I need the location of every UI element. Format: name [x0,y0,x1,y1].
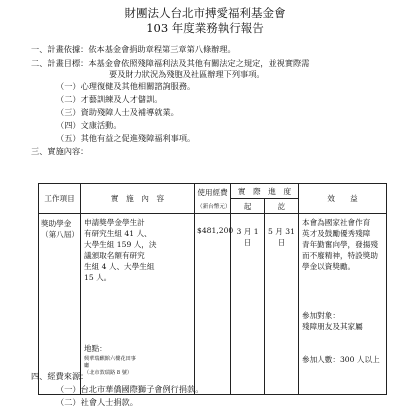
row-start: 3 月 1 日 [231,214,265,395]
header-progress: 實 際 進 度 [231,184,299,199]
section-implementation: 三、實施內容： [31,146,89,156]
header-benefit: 效 益 [299,184,387,214]
goal-item: （一）心理復健及其他相關諮詢服務。 [56,81,196,91]
row-end: 5 月 31 日 [265,214,299,395]
participant-count: 參加人數：300 人以上 [302,355,380,364]
participants-label: 參加對象： [302,311,340,320]
report-subtitle: 103 年度業務執行報告 [146,21,264,35]
header-budget: 使用經費 （新台幣元） [195,184,231,214]
goal-item: （四）文康活動。 [56,120,122,130]
implementation-table [38,183,387,395]
section-goal-cont: 要及財力狀況為殘胞及社區辦理下列事項。 [109,69,265,79]
section-funding: 四、經費來源： [31,371,89,381]
table-row [39,214,387,395]
goal-item: （三）資助殘障人士及補導就業。 [56,107,179,117]
goal-item: （五）其他有益之促進殘障福利事項。 [56,133,196,143]
header-content: 實 施 內 容 [81,184,195,214]
row-benefit: 本會為國家社會作育 英才及鼓勵優秀殘障 青年勤奮向學，發揚殘 而不廢精神，特設獎助 學金以資獎勵。 參加對象： 殘障朋友及其家屬 參加人數：300 人以上 [299,214,387,395]
row-content: 申請獎學金學生計 有研究生組 41 人、 大學生組 159 人，決 議頒取名額有研究 生組 4 人、大學生組 15 人。 地點： 興華瑞麒館六樓花田事 廳 （北市敦瑞路 8 號） [81,214,195,395]
goal-item: （二）才藝訓練及人才儲訓。 [56,94,163,104]
participants: 殘障朋友及其家屬 [302,322,363,331]
header-start: 起 [231,199,265,214]
location-block: 地點： 興華瑞麒館六樓花田事 廳 （北市敦瑞路 8 號） [84,344,136,376]
header-item: 工作項目 [39,184,81,214]
header-end: 訖 [265,199,299,214]
funding-item: （一）台北市華僑國際獅子會例行捐款。 [56,384,204,394]
row-item: 獎助學金 （第八屆） [39,214,81,395]
report-title: 財團法人台北市搏愛福利基金會 [124,6,286,20]
section-goal: 二、計畫目標：本基金會依照殘障福利法及其他有關法定之規定，並視實際需 [31,58,310,68]
section-basis: 一、計畫依據：依本基金會捐助章程第三章第八條辦理。 [31,44,236,54]
row-budget: $481,200 [195,214,231,395]
funding-item: （二）社會人士捐款。 [56,397,138,407]
